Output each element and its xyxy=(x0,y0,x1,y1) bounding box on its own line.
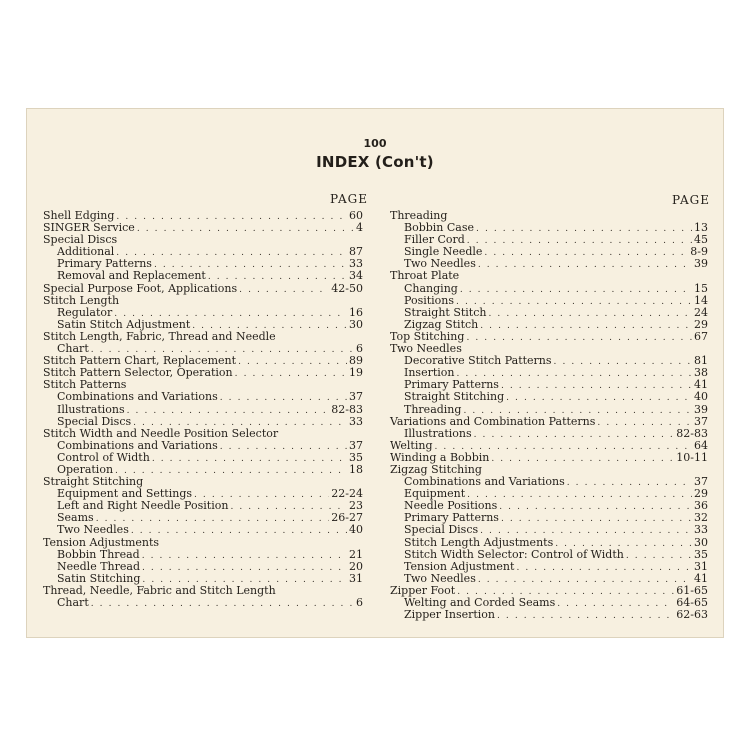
index-entry-page: 4 xyxy=(356,221,363,235)
dot-leader xyxy=(516,562,692,574)
dot-leader xyxy=(238,356,347,368)
index-entry xyxy=(43,331,363,343)
index-entry-label: Positions xyxy=(404,293,455,307)
index-entry-label: Stitch Patterns xyxy=(43,378,127,392)
index-entry-page: 89 xyxy=(349,354,363,368)
dot-leader xyxy=(116,211,347,223)
dot-leader xyxy=(230,501,347,513)
index-entry-page: 81 xyxy=(694,354,708,368)
index-entry-label: Stitch Width and Needle Position Selector xyxy=(43,426,279,440)
index-entry xyxy=(43,295,363,307)
index-entry xyxy=(43,283,363,295)
index-entry-label: Removal and Replacement xyxy=(57,269,206,283)
left-column-heading: PAGE xyxy=(330,192,368,206)
index-entry-page: 64 xyxy=(694,438,708,452)
index-entry-page: 34 xyxy=(349,269,363,283)
index-entry-label: Combinations and Variations xyxy=(57,438,218,452)
index-entry-label: Top Stitching xyxy=(390,329,465,343)
index-entry xyxy=(43,428,363,440)
index-entry-page: 61-65 xyxy=(676,583,708,597)
index-entry-label: Stitch Pattern Chart, Replacement xyxy=(43,354,237,368)
index-entry-label: Straight Stitch xyxy=(404,305,487,319)
dot-leader xyxy=(131,525,347,537)
index-entry xyxy=(390,524,708,536)
index-entry-page: 21 xyxy=(349,547,363,561)
dot-leader xyxy=(127,405,330,417)
index-entry-label: Primary Patterns xyxy=(404,511,499,525)
dot-leader xyxy=(474,429,675,441)
index-entry xyxy=(390,549,708,561)
dot-leader xyxy=(567,477,692,489)
index-entry-page: 37 xyxy=(349,438,363,452)
index-entry xyxy=(43,416,363,428)
dot-leader xyxy=(506,392,692,404)
index-entry xyxy=(390,295,708,307)
index-entry-page: 42-50 xyxy=(331,281,363,295)
index-entry-label: Zigzag Stitch xyxy=(404,317,479,331)
index-entry-label: Throat Plate xyxy=(390,269,460,283)
index-entry-page: 41 xyxy=(694,378,708,392)
index-entry-label: Special Discs xyxy=(57,414,132,428)
index-entry-label: Special Discs xyxy=(43,233,118,247)
index-column-right xyxy=(390,210,708,621)
index-entry-label: Stitch Length Adjustments xyxy=(404,535,554,549)
index-entry-label: Bobbin Thread xyxy=(57,547,140,561)
index-entry-label: Threading xyxy=(390,209,448,222)
index-entry-label: Welting xyxy=(390,438,433,452)
index-entry xyxy=(43,597,363,609)
dot-leader xyxy=(488,308,692,320)
dot-leader xyxy=(142,562,347,574)
index-entry xyxy=(390,561,708,573)
page-number: 100 xyxy=(363,137,387,150)
index-entry-page: 35 xyxy=(694,547,708,561)
index-entry-label: Two Needles xyxy=(404,571,476,585)
index-entry-page: 45 xyxy=(694,233,708,247)
dot-leader xyxy=(466,332,692,344)
index-entry-page: 31 xyxy=(349,571,363,585)
index-entry-label: Variations and Combination Patterns xyxy=(390,414,596,428)
index-entry-label: Chart xyxy=(57,596,89,609)
index-entry-label: Two Needles xyxy=(404,257,476,271)
dot-leader xyxy=(96,513,330,525)
index-entry-label: Two Needles xyxy=(390,342,462,356)
index-entry-page: 18 xyxy=(349,462,363,476)
index-entry-page: 14 xyxy=(694,293,708,307)
index-entry-page: 39 xyxy=(694,402,708,416)
index-entry-label: Equipment and Settings xyxy=(57,487,193,501)
index-entry-label: Straight Stitching xyxy=(404,390,505,404)
index-entry xyxy=(43,549,363,561)
index-entry-label: Control of Width xyxy=(57,450,150,464)
index-entry xyxy=(390,270,708,282)
dot-leader xyxy=(142,550,347,562)
index-entry xyxy=(390,416,708,428)
index-entry-page: 33 xyxy=(349,257,363,271)
dot-leader xyxy=(91,598,354,610)
index-entry-label: Operation xyxy=(57,462,114,476)
index-entry-page: 16 xyxy=(349,305,363,319)
index-entry-label: Straight Stitching xyxy=(43,475,144,489)
index-entry xyxy=(390,283,708,295)
index-entry-page: 26-27 xyxy=(331,511,363,525)
index-entry xyxy=(43,524,363,536)
dot-leader xyxy=(460,284,692,296)
index-entry-label: Equipment xyxy=(404,487,466,501)
index-entry-label: Combinations and Variations xyxy=(404,475,565,489)
index-entry-page: 13 xyxy=(694,221,708,235)
dot-leader xyxy=(220,392,347,404)
dot-leader xyxy=(484,247,688,259)
dot-leader xyxy=(491,453,674,465)
index-entry-label: SINGER Service xyxy=(43,221,135,235)
index-entry-label: Stitch Length, Fabric, Thread and Needle xyxy=(43,329,276,343)
index-entry xyxy=(43,537,363,549)
index-entry xyxy=(43,585,363,597)
index-entry-label: Insertion xyxy=(404,366,455,380)
index-entry-page: 37 xyxy=(694,414,708,428)
index-entry-label: Zipper Foot xyxy=(390,583,456,597)
dot-leader xyxy=(557,598,674,610)
index-entry-page: 19 xyxy=(349,366,363,380)
index-entry-label: Stitch Length xyxy=(43,293,120,307)
index-entry-label: Additional xyxy=(57,245,115,259)
index-entry xyxy=(43,404,363,416)
index-entry-page: 67 xyxy=(694,329,708,343)
page-title: INDEX (Con't) xyxy=(316,153,434,171)
index-entry-page: 23 xyxy=(349,499,363,513)
index-entry-label: Combinations and Variations xyxy=(57,390,218,404)
index-entry-page: 87 xyxy=(349,245,363,259)
index-entry-label: Single Needle xyxy=(404,245,483,259)
dot-leader xyxy=(115,465,347,477)
index-entry-page: 30 xyxy=(349,317,363,331)
index-entry-label: Primary Patterns xyxy=(57,257,152,271)
index-entry-label: Changing xyxy=(404,281,458,295)
index-entry-page: 8-9 xyxy=(690,245,708,259)
index-entry-label: Left and Right Needle Position xyxy=(57,499,229,513)
index-entry-page: 15 xyxy=(694,281,708,295)
index-entry-page: 29 xyxy=(694,487,708,501)
index-entry xyxy=(390,537,708,549)
index-entry-label: Regulator xyxy=(57,305,113,319)
dot-leader xyxy=(235,368,347,380)
index-entry-page: 41 xyxy=(694,571,708,585)
index-column-left xyxy=(43,210,363,609)
dot-leader xyxy=(480,320,692,332)
index-entry-label: Seams xyxy=(57,511,94,525)
dot-leader xyxy=(478,574,692,586)
index-entry-label: Stitch Pattern Selector, Operation xyxy=(43,366,233,380)
index-entry xyxy=(43,561,363,573)
index-entry-page: 33 xyxy=(694,523,708,537)
index-entry-label: Illustrations xyxy=(404,426,472,440)
index-entry-label: Decorative Stitch Patterns xyxy=(404,354,552,368)
index-entry xyxy=(390,404,708,416)
index-entry-page: 60 xyxy=(349,209,363,222)
index-entry xyxy=(43,270,363,282)
dot-leader xyxy=(152,453,347,465)
index-entry-page: 38 xyxy=(694,366,708,380)
index-entry xyxy=(390,428,708,440)
index-entry-page: 31 xyxy=(694,559,708,573)
index-entry-page: 6 xyxy=(356,596,363,609)
index-entry-label: Illustrations xyxy=(57,402,125,416)
right-column-heading: PAGE xyxy=(672,193,710,207)
index-entry-page: 20 xyxy=(349,559,363,573)
index-entry-page: 33 xyxy=(349,414,363,428)
index-entry-label: Thread, Needle, Fabric and Stitch Length xyxy=(43,583,276,597)
index-entry-label: Zipper Insertion xyxy=(404,608,495,622)
index-entry-label: Two Needles xyxy=(57,523,129,537)
dot-leader xyxy=(501,513,692,525)
dot-leader xyxy=(467,235,692,247)
index-entry-label: Threading xyxy=(404,402,462,416)
index-entry-page: 29 xyxy=(694,317,708,331)
index-entry-label: Satin Stitching xyxy=(57,571,141,585)
index-entry-page: 64-65 xyxy=(676,596,708,609)
index-entry-label: Primary Patterns xyxy=(404,378,499,392)
index-entry-page: 37 xyxy=(349,390,363,404)
index-entry-page: 82-83 xyxy=(676,426,708,440)
index-entry-page: 35 xyxy=(349,450,363,464)
index-entry-label: Shell Edging xyxy=(43,209,115,222)
index-entry-label: Filler Cord xyxy=(404,233,465,247)
index-entry-label: Needle Thread xyxy=(57,559,140,573)
dot-leader xyxy=(137,223,354,235)
index-entry-page: 62-63 xyxy=(676,608,708,622)
index-entry-label: Tension Adjustment xyxy=(404,559,515,573)
index-entry-label: Tension Adjustments xyxy=(43,535,160,549)
dot-leader xyxy=(478,259,692,271)
index-entry-label: Zigzag Stitching xyxy=(390,462,482,476)
index-entry-label: Special Discs xyxy=(404,523,479,537)
index-entry xyxy=(390,609,708,621)
dot-leader xyxy=(456,296,692,308)
dot-leader xyxy=(501,380,692,392)
index-entry-page: 24 xyxy=(694,305,708,319)
dot-leader xyxy=(626,550,692,562)
index-entry-label: Special Purpose Foot, Applications xyxy=(43,281,238,295)
index-entry-page: 37 xyxy=(694,475,708,489)
index-entry-label: Winding a Bobbin xyxy=(390,450,490,464)
index-entry-page: 36 xyxy=(694,499,708,513)
index-entry-page: 30 xyxy=(694,535,708,549)
index-entry-page: 22-24 xyxy=(331,487,363,501)
dot-leader xyxy=(239,284,329,296)
index-entry-label: Stitch Width Selector: Control of Width xyxy=(404,547,624,561)
dot-leader xyxy=(220,441,347,453)
dot-leader xyxy=(554,356,692,368)
index-entry-page: 32 xyxy=(694,511,708,525)
index-entry-label: Bobbin Case xyxy=(404,221,475,235)
index-entry-page: 10-11 xyxy=(676,450,708,464)
index-entry-label: Chart xyxy=(57,342,89,356)
index-entry xyxy=(43,391,363,403)
index-entry-label: Welting and Corded Seams xyxy=(404,596,556,609)
dot-leader xyxy=(499,501,692,513)
index-entry-page: 40 xyxy=(349,523,363,537)
index-entry-page: 40 xyxy=(694,390,708,404)
index-entry-page: 82-83 xyxy=(331,402,363,416)
index-entry-page: 6 xyxy=(356,342,363,356)
dot-leader xyxy=(476,223,692,235)
index-entry-label: Needle Positions xyxy=(404,499,498,513)
index-entry-page: 39 xyxy=(694,257,708,271)
index-entry xyxy=(390,391,708,403)
dot-leader xyxy=(467,489,692,501)
dot-leader xyxy=(497,610,674,622)
index-entry-label: Satin Stitch Adjustment xyxy=(57,317,191,331)
